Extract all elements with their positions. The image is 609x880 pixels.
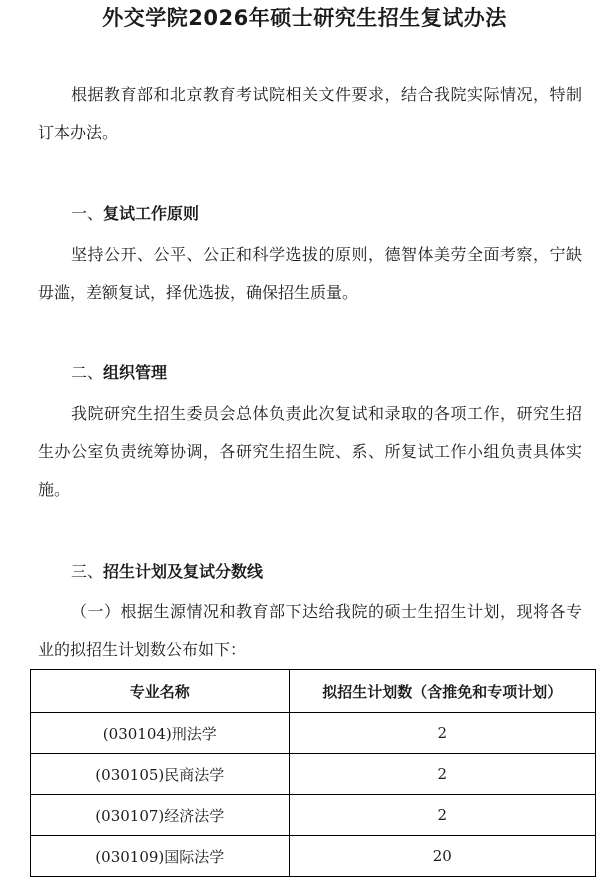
table-cell-major: (030104)刑法学 <box>31 713 290 754</box>
enrollment-plan-table <box>30 669 596 877</box>
table-header-major: 专业名称 <box>31 670 290 713</box>
table-cell-major: (030107)经济法学 <box>31 795 290 836</box>
table-cell-quota: 2 <box>289 754 595 795</box>
intro-paragraph: 根据教育部和北京教育考试院相关文件要求，结合我院实际情况，特制订本办法。 <box>38 85 582 142</box>
section-heading-principles <box>71 202 199 226</box>
table-row <box>31 836 596 877</box>
table-cell-major: (030109)国际法学 <box>31 836 290 877</box>
table-row <box>31 754 596 795</box>
section-heading-organization <box>71 361 167 385</box>
section-body-organization: 我院研究生招生委员会总体负责此次复试和录取的各项工作，研究生招生办公室负责统筹协调，各研究生招生院、系、所复试工作小组负责具体实施。 <box>38 404 582 499</box>
section-number: 三、 <box>71 562 104 581</box>
table-cell-quota: 2 <box>289 713 595 754</box>
table-row <box>31 795 596 836</box>
section-title: 组织管理 <box>103 363 168 382</box>
section-body-plan: （一）根据生源情况和教育部下达给我院的硕士生招生计划，现将各专业的拟招生计划数公布如下： <box>38 602 582 659</box>
table-cell-quota: 2 <box>289 795 595 836</box>
table-row <box>31 713 596 754</box>
section-number: 二、 <box>71 363 104 382</box>
section-title: 招生计划及复试分数线 <box>103 562 264 581</box>
table-cell-quota: 20 <box>289 836 595 877</box>
document-title: 外交学院2026年硕士研究生招生复试办法 <box>102 6 507 30</box>
table-header-quota: 拟招生计划数（含推免和专项计划） <box>289 670 595 713</box>
table-header-row <box>31 670 596 713</box>
section-body-principles: 坚持公开、公平、公正和科学选拔的原则，德智体美劳全面考察，宁缺毋滥，差额复试，择优选拔，确保招生质量。 <box>38 245 582 302</box>
table-cell-major: (030105)民商法学 <box>31 754 290 795</box>
section-number: 一、 <box>71 204 104 223</box>
section-title: 复试工作原则 <box>103 204 200 223</box>
section-heading-plan <box>71 560 263 584</box>
